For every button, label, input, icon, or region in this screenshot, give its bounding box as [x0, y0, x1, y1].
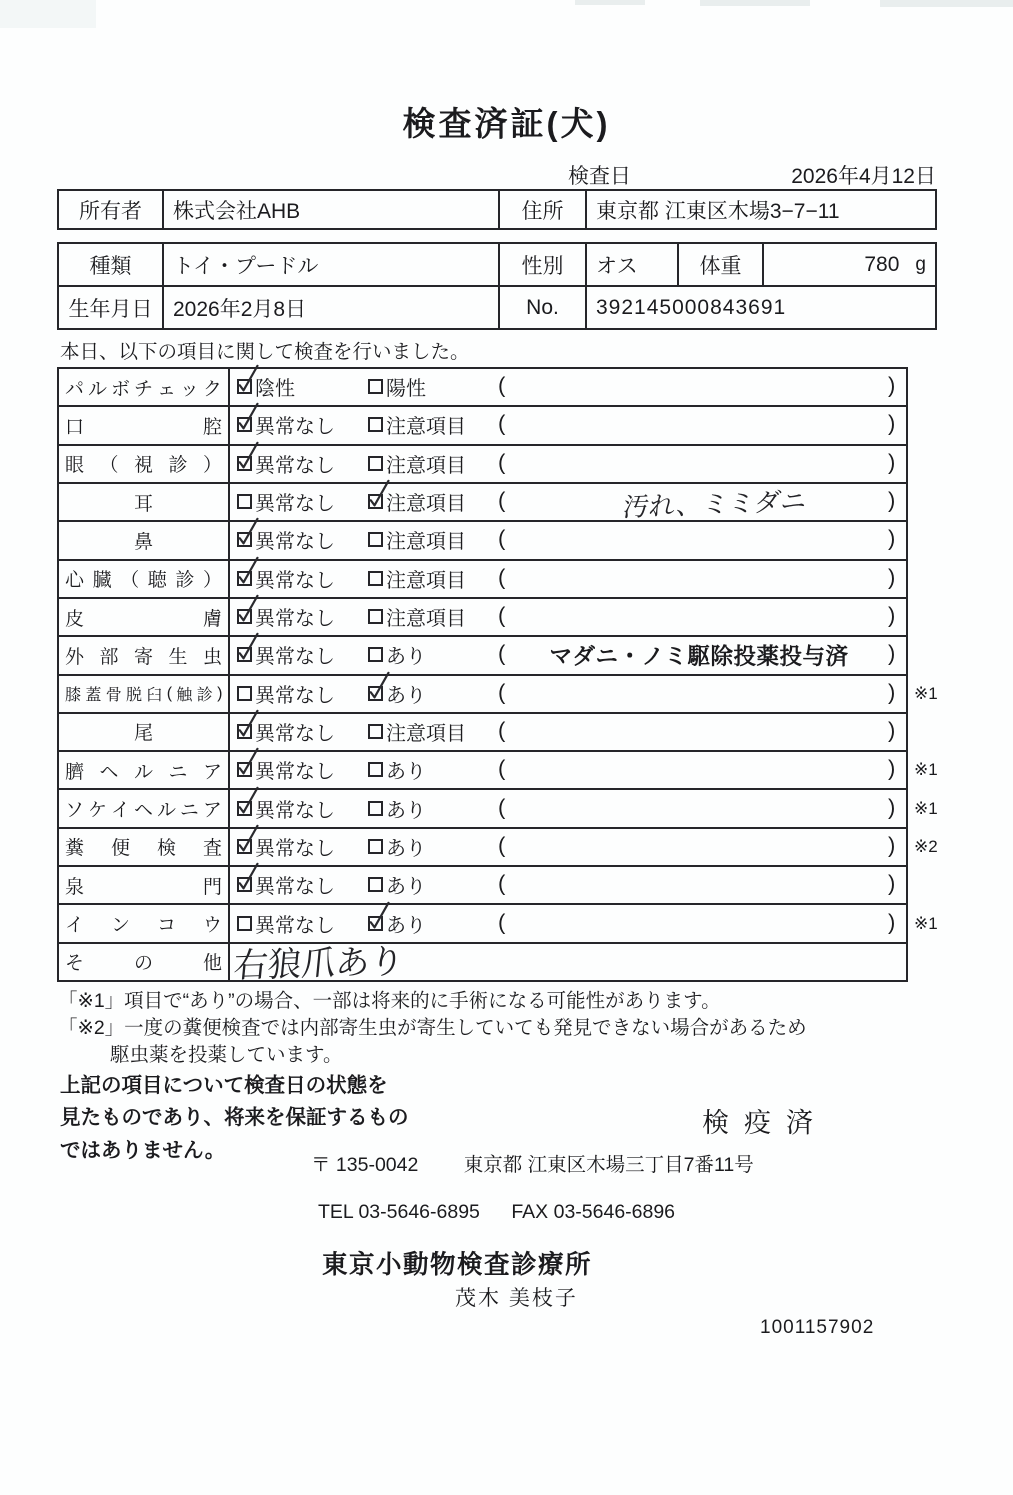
- weight-value: [764, 244, 935, 285]
- paren-close: ): [888, 372, 896, 398]
- option2-label: あり: [386, 761, 426, 784]
- table-row: [59, 788, 938, 826]
- item-label: 耳: [59, 484, 230, 520]
- paren-open: (: [498, 449, 506, 475]
- checkbox-square: [368, 877, 383, 892]
- paren-open: (: [498, 717, 506, 743]
- option2-checkbox: [368, 916, 383, 931]
- footnote-2b: 駆虫薬を投薬しています。: [110, 1043, 343, 1066]
- checkbox-square: [368, 724, 383, 739]
- option1-checkbox: [237, 801, 252, 816]
- checkbox-square: [368, 456, 383, 471]
- option1-label: 異常なし: [255, 837, 335, 860]
- row-content: [230, 714, 906, 750]
- option2-label: 注意項目: [386, 531, 466, 554]
- option2-label: 注意項目: [386, 569, 466, 592]
- row-content: [230, 522, 906, 558]
- paren-close: ): [888, 908, 896, 934]
- table-row: [59, 865, 906, 903]
- owner-label: 所有者: [59, 191, 164, 228]
- scan-artifact: [575, 0, 645, 5]
- option1-label: 異常なし: [255, 914, 335, 937]
- option2-label: 注意項目: [386, 722, 466, 745]
- row-content: [230, 867, 906, 903]
- option1-checkbox: [237, 647, 252, 662]
- exam-date-label: 検査日: [568, 165, 631, 188]
- option2-checkbox: [368, 571, 383, 586]
- paren-open: (: [498, 487, 506, 513]
- option2-checkbox: [368, 724, 383, 739]
- option1-checkbox: [237, 379, 252, 394]
- weight-unit: g: [915, 253, 926, 275]
- paren-open: (: [498, 564, 506, 590]
- clinic-tel-line: [318, 1201, 675, 1224]
- info-table: [57, 242, 937, 330]
- option1-checkbox: [237, 916, 252, 931]
- paren-value: マダニ・ノミ駆除投薬投与済: [549, 644, 849, 670]
- footnote-mark: ※1: [914, 913, 938, 933]
- sex-value: オス: [587, 244, 679, 285]
- exam-date-value: 2026年4月12日: [791, 165, 936, 188]
- paren-close: ): [888, 870, 896, 896]
- veterinarian-name: 茂木 美枝子: [455, 1287, 578, 1310]
- table-row: [59, 369, 906, 405]
- quarantine-stamp: 検疫済: [702, 1108, 828, 1138]
- option2-label: あり: [386, 876, 426, 899]
- table-row: [59, 405, 906, 443]
- row-content: [230, 561, 906, 597]
- clinic-tel: TEL 03-5646-6895: [318, 1201, 480, 1223]
- paren-close: ): [888, 449, 896, 475]
- clinic-postal-line: [311, 1149, 754, 1177]
- item-label: 外 部 寄 生 虫: [59, 637, 230, 673]
- item-label: そ の 他: [59, 944, 230, 980]
- checkbox-square: [368, 762, 383, 777]
- row-content: [230, 790, 938, 826]
- paren-close: ): [888, 525, 896, 551]
- row-content: [230, 637, 906, 673]
- option2-checkbox: [368, 456, 383, 471]
- item-label: 尾: [59, 714, 230, 750]
- table-row: [59, 712, 906, 750]
- checkbox-square: [368, 801, 383, 816]
- row-content: [230, 484, 906, 523]
- paren-open: (: [498, 640, 506, 666]
- weight-label: 体重: [679, 244, 764, 285]
- item-label: 心 臓 （ 聴 診 ）: [59, 561, 230, 597]
- paren-close: ): [888, 602, 896, 628]
- item-label: ソ ケ イ ヘ ル ニ ア: [59, 790, 230, 826]
- option2-label: あり: [386, 914, 426, 937]
- checkbox-square: [368, 532, 383, 547]
- table-row: [59, 559, 906, 597]
- option1-label: 異常なし: [255, 569, 335, 592]
- row-content: [230, 942, 906, 985]
- document-number: 1001157902: [760, 1317, 875, 1338]
- option1-checkbox: [237, 724, 252, 739]
- table-row: [59, 635, 906, 673]
- table-row: [59, 482, 906, 523]
- breed-label: 種類: [59, 244, 164, 285]
- checkbox-square: [368, 417, 383, 432]
- inspection-table: [57, 367, 938, 985]
- owner-table: [57, 189, 937, 230]
- footnote-1: 「※1」項目で“あり”の場合、一部は将来的に手術になる可能性があります。: [58, 990, 721, 1012]
- page-title: 検査済証(犬): [402, 105, 611, 142]
- intro-sentence: 本日、以下の項目に関して検査を行いました。: [60, 341, 470, 363]
- option2-checkbox: [368, 494, 383, 509]
- option1-label: 異常なし: [255, 684, 335, 707]
- postal-code: 〒 135-0042: [311, 1154, 419, 1176]
- option2-label: 注意項目: [386, 493, 466, 516]
- option1-checkbox: [237, 494, 252, 509]
- checkbox-square: [368, 571, 383, 586]
- option2-label: 陽性: [386, 378, 426, 401]
- checkbox-square: [368, 609, 383, 624]
- table-row: [59, 827, 938, 865]
- option1-checkbox: [237, 686, 252, 701]
- option2-label: あり: [386, 684, 426, 707]
- table-row: [59, 674, 938, 712]
- option2-checkbox: [368, 417, 383, 432]
- paren-close: ): [888, 564, 896, 590]
- clinic-fax: FAX 03-5646-6896: [511, 1201, 676, 1223]
- checkbox-square: [368, 839, 383, 854]
- info-row-top: [59, 244, 935, 287]
- no-value: 392145000843691: [596, 295, 787, 319]
- option2-checkbox: [368, 801, 383, 816]
- birth-value: 2026年2月8日: [164, 287, 500, 328]
- item-label: イ ン コ ウ: [59, 905, 230, 941]
- table-row: [59, 597, 906, 635]
- item-label: 口 腔: [59, 407, 230, 443]
- option1-label: 異常なし: [255, 646, 335, 669]
- paren-open: (: [498, 602, 506, 628]
- option2-label: 注意項目: [386, 454, 466, 477]
- item-label: 鼻: [59, 522, 230, 558]
- checkbox-square: [368, 379, 383, 394]
- option2-checkbox: [368, 877, 383, 892]
- option1-checkbox: [237, 609, 252, 624]
- option2-checkbox: [368, 379, 383, 394]
- clinic-name: 東京小動物検査診療所: [322, 1251, 593, 1279]
- option1-checkbox: [237, 762, 252, 777]
- footnote-mark: ※1: [914, 683, 938, 703]
- table-row: [59, 750, 938, 788]
- option1-label: 異常なし: [255, 493, 335, 516]
- paren-open: (: [498, 679, 506, 705]
- birth-label: 生年月日: [59, 287, 164, 328]
- no-label: No.: [500, 287, 587, 328]
- option1-label: 異常なし: [255, 722, 335, 745]
- option1-checkbox: [237, 456, 252, 471]
- option1-checkbox: [237, 532, 252, 547]
- paren-open: (: [498, 832, 506, 858]
- option1-label: 異常なし: [255, 607, 335, 630]
- checkbox-square: [237, 494, 252, 509]
- paren-close: ): [888, 487, 896, 513]
- disclaimer-line1: 上記の項目について検査日の状態を: [60, 1074, 388, 1097]
- option2-label: あり: [386, 646, 426, 669]
- paren-open: (: [498, 410, 506, 436]
- option1-checkbox: [237, 877, 252, 892]
- row-content: [230, 446, 906, 482]
- option2-label: あり: [386, 799, 426, 822]
- option2-label: 注意項目: [386, 416, 466, 439]
- paren-open: (: [498, 372, 506, 398]
- option1-label: 異常なし: [255, 876, 335, 899]
- option1-checkbox: [237, 417, 252, 432]
- disclaimer-line2: 見たものであり、将来を保証するもの: [60, 1106, 409, 1130]
- checkbox-square: [237, 916, 252, 931]
- option2-checkbox: [368, 762, 383, 777]
- option2-checkbox: [368, 686, 383, 701]
- footnote-mark: ※2: [914, 836, 938, 856]
- paren-open: (: [498, 755, 506, 781]
- sex-label: 性別: [500, 244, 587, 285]
- paren-close: ): [888, 717, 896, 743]
- option2-label: あり: [386, 837, 426, 860]
- option1-label: 異常なし: [255, 761, 335, 784]
- checkbox-square: [368, 647, 383, 662]
- address-value: 東京都 江東区木場3−7−11: [596, 199, 840, 223]
- owner-value: 株式会社AHB: [164, 191, 500, 228]
- table-row: [59, 942, 906, 985]
- option1-label: 異常なし: [255, 454, 335, 477]
- address-label: 住所: [500, 191, 587, 228]
- option1-checkbox: [237, 839, 252, 854]
- row-content: [230, 676, 938, 712]
- info-row-bottom: [59, 287, 935, 328]
- item-label: 糞 便 検 査: [59, 829, 230, 865]
- option1-label: 陰性: [255, 378, 295, 401]
- paren-close: ): [888, 832, 896, 858]
- row-content: [230, 829, 938, 865]
- paren-close: ): [888, 640, 896, 666]
- checkbox-square: [237, 686, 252, 701]
- item-label: 泉 門: [59, 867, 230, 903]
- option2-checkbox: [368, 647, 383, 662]
- paren-open: (: [498, 794, 506, 820]
- paren-open: (: [498, 525, 506, 551]
- option1-label: 異常なし: [255, 799, 335, 822]
- paren-close: ): [888, 410, 896, 436]
- paren-open: (: [498, 908, 506, 934]
- paren-value: 汚れ、ミミダニ: [621, 485, 809, 523]
- paren-close: ): [888, 679, 896, 705]
- paren-open: (: [498, 870, 506, 896]
- row-content: [230, 407, 906, 443]
- option1-checkbox: [237, 571, 252, 586]
- table-row: [59, 444, 906, 482]
- clinic-address: 東京都 江東区木場三丁目7番11号: [463, 1154, 754, 1176]
- scan-artifact: [700, 0, 810, 6]
- item-label: 臍 ヘ ル ニ ア: [59, 752, 230, 788]
- option2-checkbox: [368, 609, 383, 624]
- row-content: [230, 599, 906, 635]
- scan-artifact: [880, 0, 1013, 7]
- option2-checkbox: [368, 839, 383, 854]
- table-row: [59, 520, 906, 558]
- item-label: 皮 膚: [59, 599, 230, 635]
- item-label: パ ル ボ チ ェ ッ ク: [59, 369, 230, 405]
- option1-label: 異常なし: [255, 531, 335, 554]
- disclaimer-line3: ではありません。: [60, 1138, 226, 1162]
- option2-label: 注意項目: [386, 607, 466, 630]
- row-content: [230, 369, 906, 405]
- breed-value: トイ・プードル: [164, 244, 500, 285]
- handwritten-note: 右狼爪あり: [231, 942, 406, 985]
- footnote-2: 「※2」一度の糞便検査では内部寄生虫が寄生していても発見できない場合があるため: [58, 1016, 807, 1039]
- weight-number: 780: [864, 252, 900, 276]
- option2-checkbox: [368, 532, 383, 547]
- item-label: 膝 蓋 骨 脱 臼 ( 触 診 ): [59, 676, 230, 712]
- paren-close: ): [888, 755, 896, 781]
- table-row: [59, 903, 938, 941]
- item-label: 眼 （ 視 診 ）: [59, 446, 230, 482]
- footnote-mark: ※1: [914, 760, 938, 780]
- option1-label: 異常なし: [255, 416, 335, 439]
- footnotes: [58, 988, 807, 1069]
- row-content: [230, 752, 938, 788]
- footnote-mark: ※1: [914, 798, 938, 818]
- scan-artifact: [0, 0, 96, 28]
- paren-close: ): [888, 794, 896, 820]
